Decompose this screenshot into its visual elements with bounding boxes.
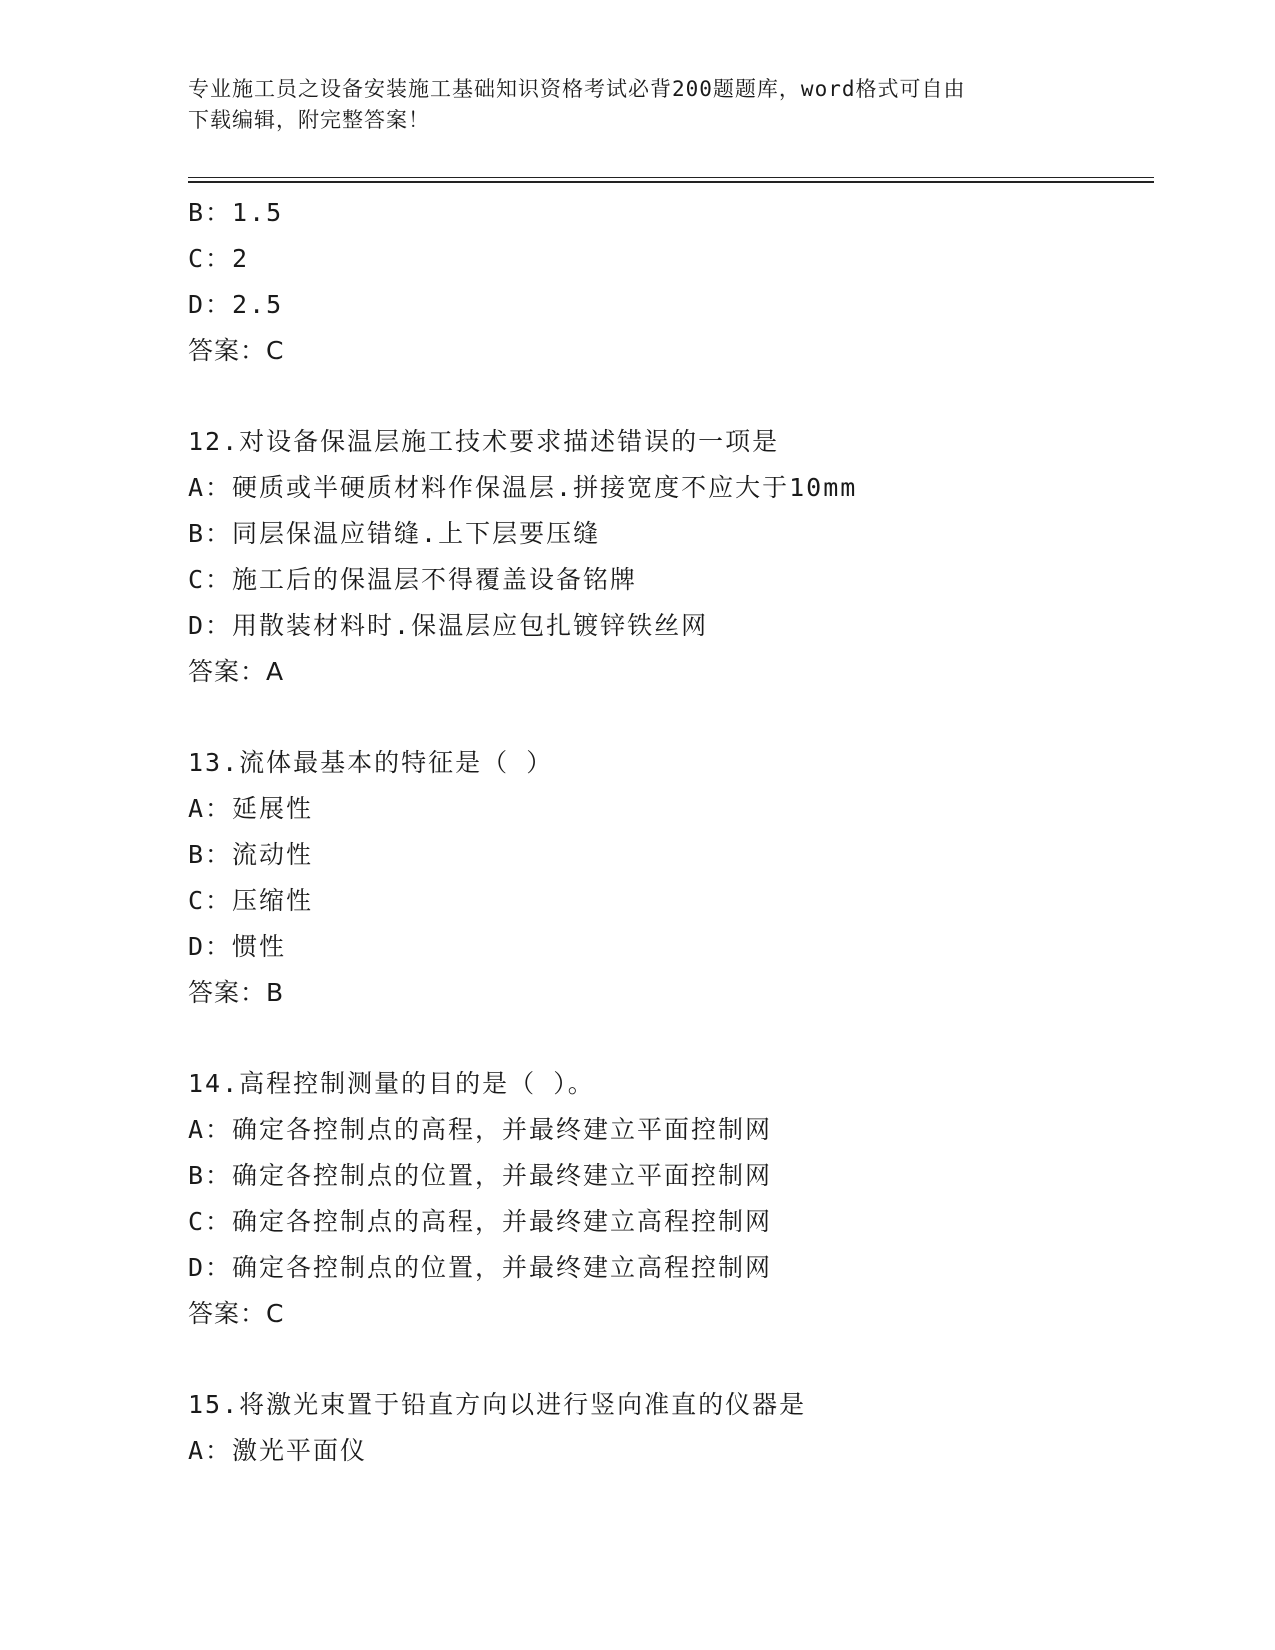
question-12 (188, 419, 1154, 695)
option-c: C：确定各控制点的高程，并最终建立高程控制网 (188, 1207, 773, 1236)
option-c: C：压缩性 (188, 886, 314, 915)
option-d: D：用散装材料时.保温层应包扎镀锌铁丝网 (188, 611, 709, 640)
header-divider-thick (188, 181, 1154, 183)
question-11-tail (188, 190, 1154, 374)
option-b: B：流动性 (188, 840, 314, 869)
header-line-1: 专业施工员之设备安装施工基础知识资格考试必背200题题库，word格式可自由 (188, 77, 966, 101)
option-d: D：2.5 (188, 290, 284, 319)
option-c: C：2 (188, 244, 250, 273)
question-15 (188, 1382, 1154, 1474)
option-c: C：施工后的保温层不得覆盖设备铭牌 (188, 565, 638, 594)
answer-line: 答案：C (188, 336, 285, 365)
question-stem: 12.对设备保温层施工技术要求描述错误的一项是 (188, 427, 780, 456)
option-b: B：1.5 (188, 198, 284, 227)
question-stem: 13.流体最基本的特征是（ ） (188, 748, 554, 777)
question-14 (188, 1061, 1154, 1337)
answer-line: 答案：B (188, 978, 285, 1007)
option-d: D：确定各控制点的位置，并最终建立高程控制网 (188, 1253, 773, 1282)
answer-line: 答案：A (188, 657, 285, 686)
option-a: A：激光平面仪 (188, 1436, 368, 1465)
header-line-2: 下载编辑，附完整答案！ (188, 108, 430, 132)
question-stem: 14.高程控制测量的目的是（ ）。 (188, 1069, 595, 1098)
question-list (188, 190, 1154, 1474)
option-a: A：硬质或半硬质材料作保温层.拼接宽度不应大于10mm (188, 473, 858, 502)
question-stem: 15.将激光束置于铅直方向以进行竖向准直的仪器是 (188, 1390, 807, 1419)
option-d: D：惯性 (188, 932, 287, 961)
answer-line: 答案：C (188, 1299, 285, 1328)
option-a: A：确定各控制点的高程，并最终建立平面控制网 (188, 1115, 773, 1144)
header-divider-thin (188, 177, 1154, 178)
option-a: A：延展性 (188, 794, 314, 823)
question-13 (188, 740, 1154, 1016)
document-header (188, 74, 1088, 136)
option-b: B：同层保温应错缝.上下层要压缝 (188, 519, 601, 548)
option-b: B：确定各控制点的位置，并最终建立平面控制网 (188, 1161, 773, 1190)
